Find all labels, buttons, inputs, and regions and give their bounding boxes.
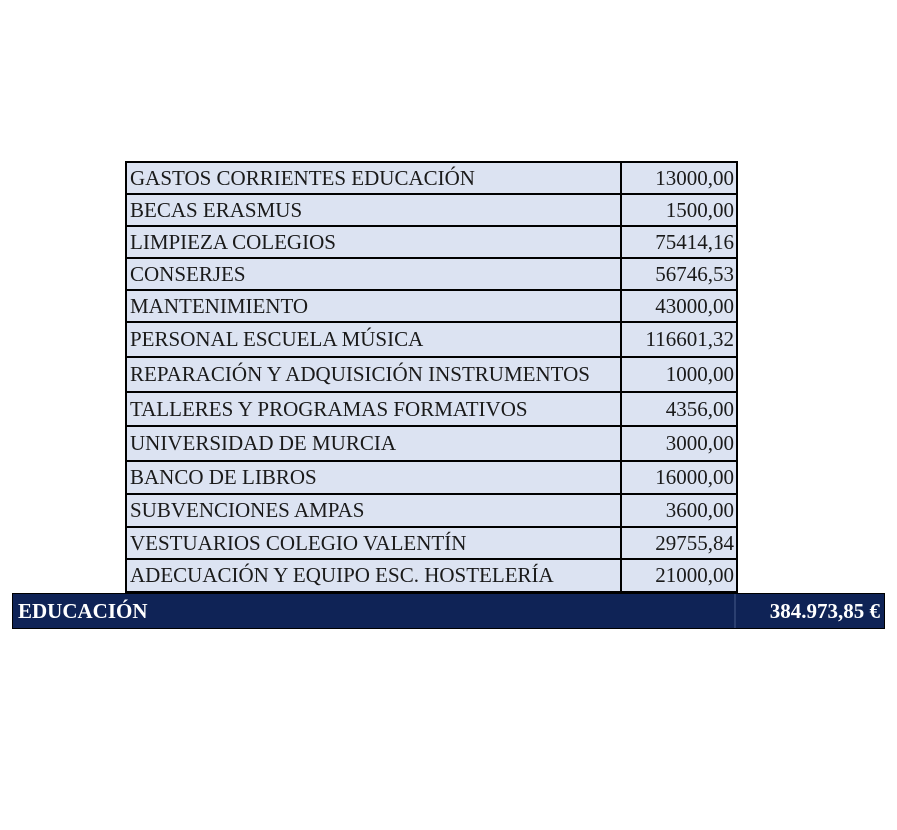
table-row [126, 290, 737, 322]
amount-cell: 1000,00 [621, 357, 737, 392]
amount-cell: 13000,00 [621, 162, 737, 194]
amount-cell: 3000,00 [621, 426, 737, 461]
total-divider [734, 594, 736, 628]
table-row [126, 322, 737, 357]
budget-table-body [126, 162, 737, 592]
total-bar [12, 593, 885, 629]
amount-cell: 16000,00 [621, 461, 737, 494]
amount-cell: 56746,53 [621, 258, 737, 290]
amount-cell: 4356,00 [621, 392, 737, 426]
table-row [126, 494, 737, 527]
concept-cell: PERSONAL ESCUELA MÚSICA [126, 322, 621, 357]
table-row [126, 461, 737, 494]
amount-cell: 3600,00 [621, 494, 737, 527]
amount-cell: 116601,32 [621, 322, 737, 357]
amount-cell: 29755,84 [621, 527, 737, 559]
amount-cell: 1500,00 [621, 194, 737, 226]
concept-cell: LIMPIEZA COLEGIOS [126, 226, 621, 258]
table-row [126, 226, 737, 258]
amount-cell: 75414,16 [621, 226, 737, 258]
amount-cell: 21000,00 [621, 559, 737, 592]
concept-cell: SUBVENCIONES AMPAS [126, 494, 621, 527]
concept-cell: UNIVERSIDAD DE MURCIA [126, 426, 621, 461]
table-row [126, 162, 737, 194]
table-row [126, 194, 737, 226]
concept-cell: REPARACIÓN Y ADQUISICIÓN INSTRUMENTOS [126, 357, 621, 392]
table-row [126, 392, 737, 426]
table-row [126, 527, 737, 559]
table-row [126, 357, 737, 392]
concept-cell: ADECUACIÓN Y EQUIPO ESC. HOSTELERÍA [126, 559, 621, 592]
table-row [126, 258, 737, 290]
table-row [126, 559, 737, 592]
concept-cell: VESTUARIOS COLEGIO VALENTÍN [126, 527, 621, 559]
budget-table [125, 161, 738, 593]
concept-cell: MANTENIMIENTO [126, 290, 621, 322]
concept-cell: BANCO DE LIBROS [126, 461, 621, 494]
total-value: 384.973,85 € [769, 599, 880, 623]
concept-cell: GASTOS CORRIENTES EDUCACIÓN [126, 162, 621, 194]
table-row [126, 426, 737, 461]
concept-cell: BECAS ERASMUS [126, 194, 621, 226]
concept-cell: TALLERES Y PROGRAMAS FORMATIVOS [126, 392, 621, 426]
concept-cell: CONSERJES [126, 258, 621, 290]
total-label: EDUCACIÓN [18, 599, 148, 623]
amount-cell: 43000,00 [621, 290, 737, 322]
